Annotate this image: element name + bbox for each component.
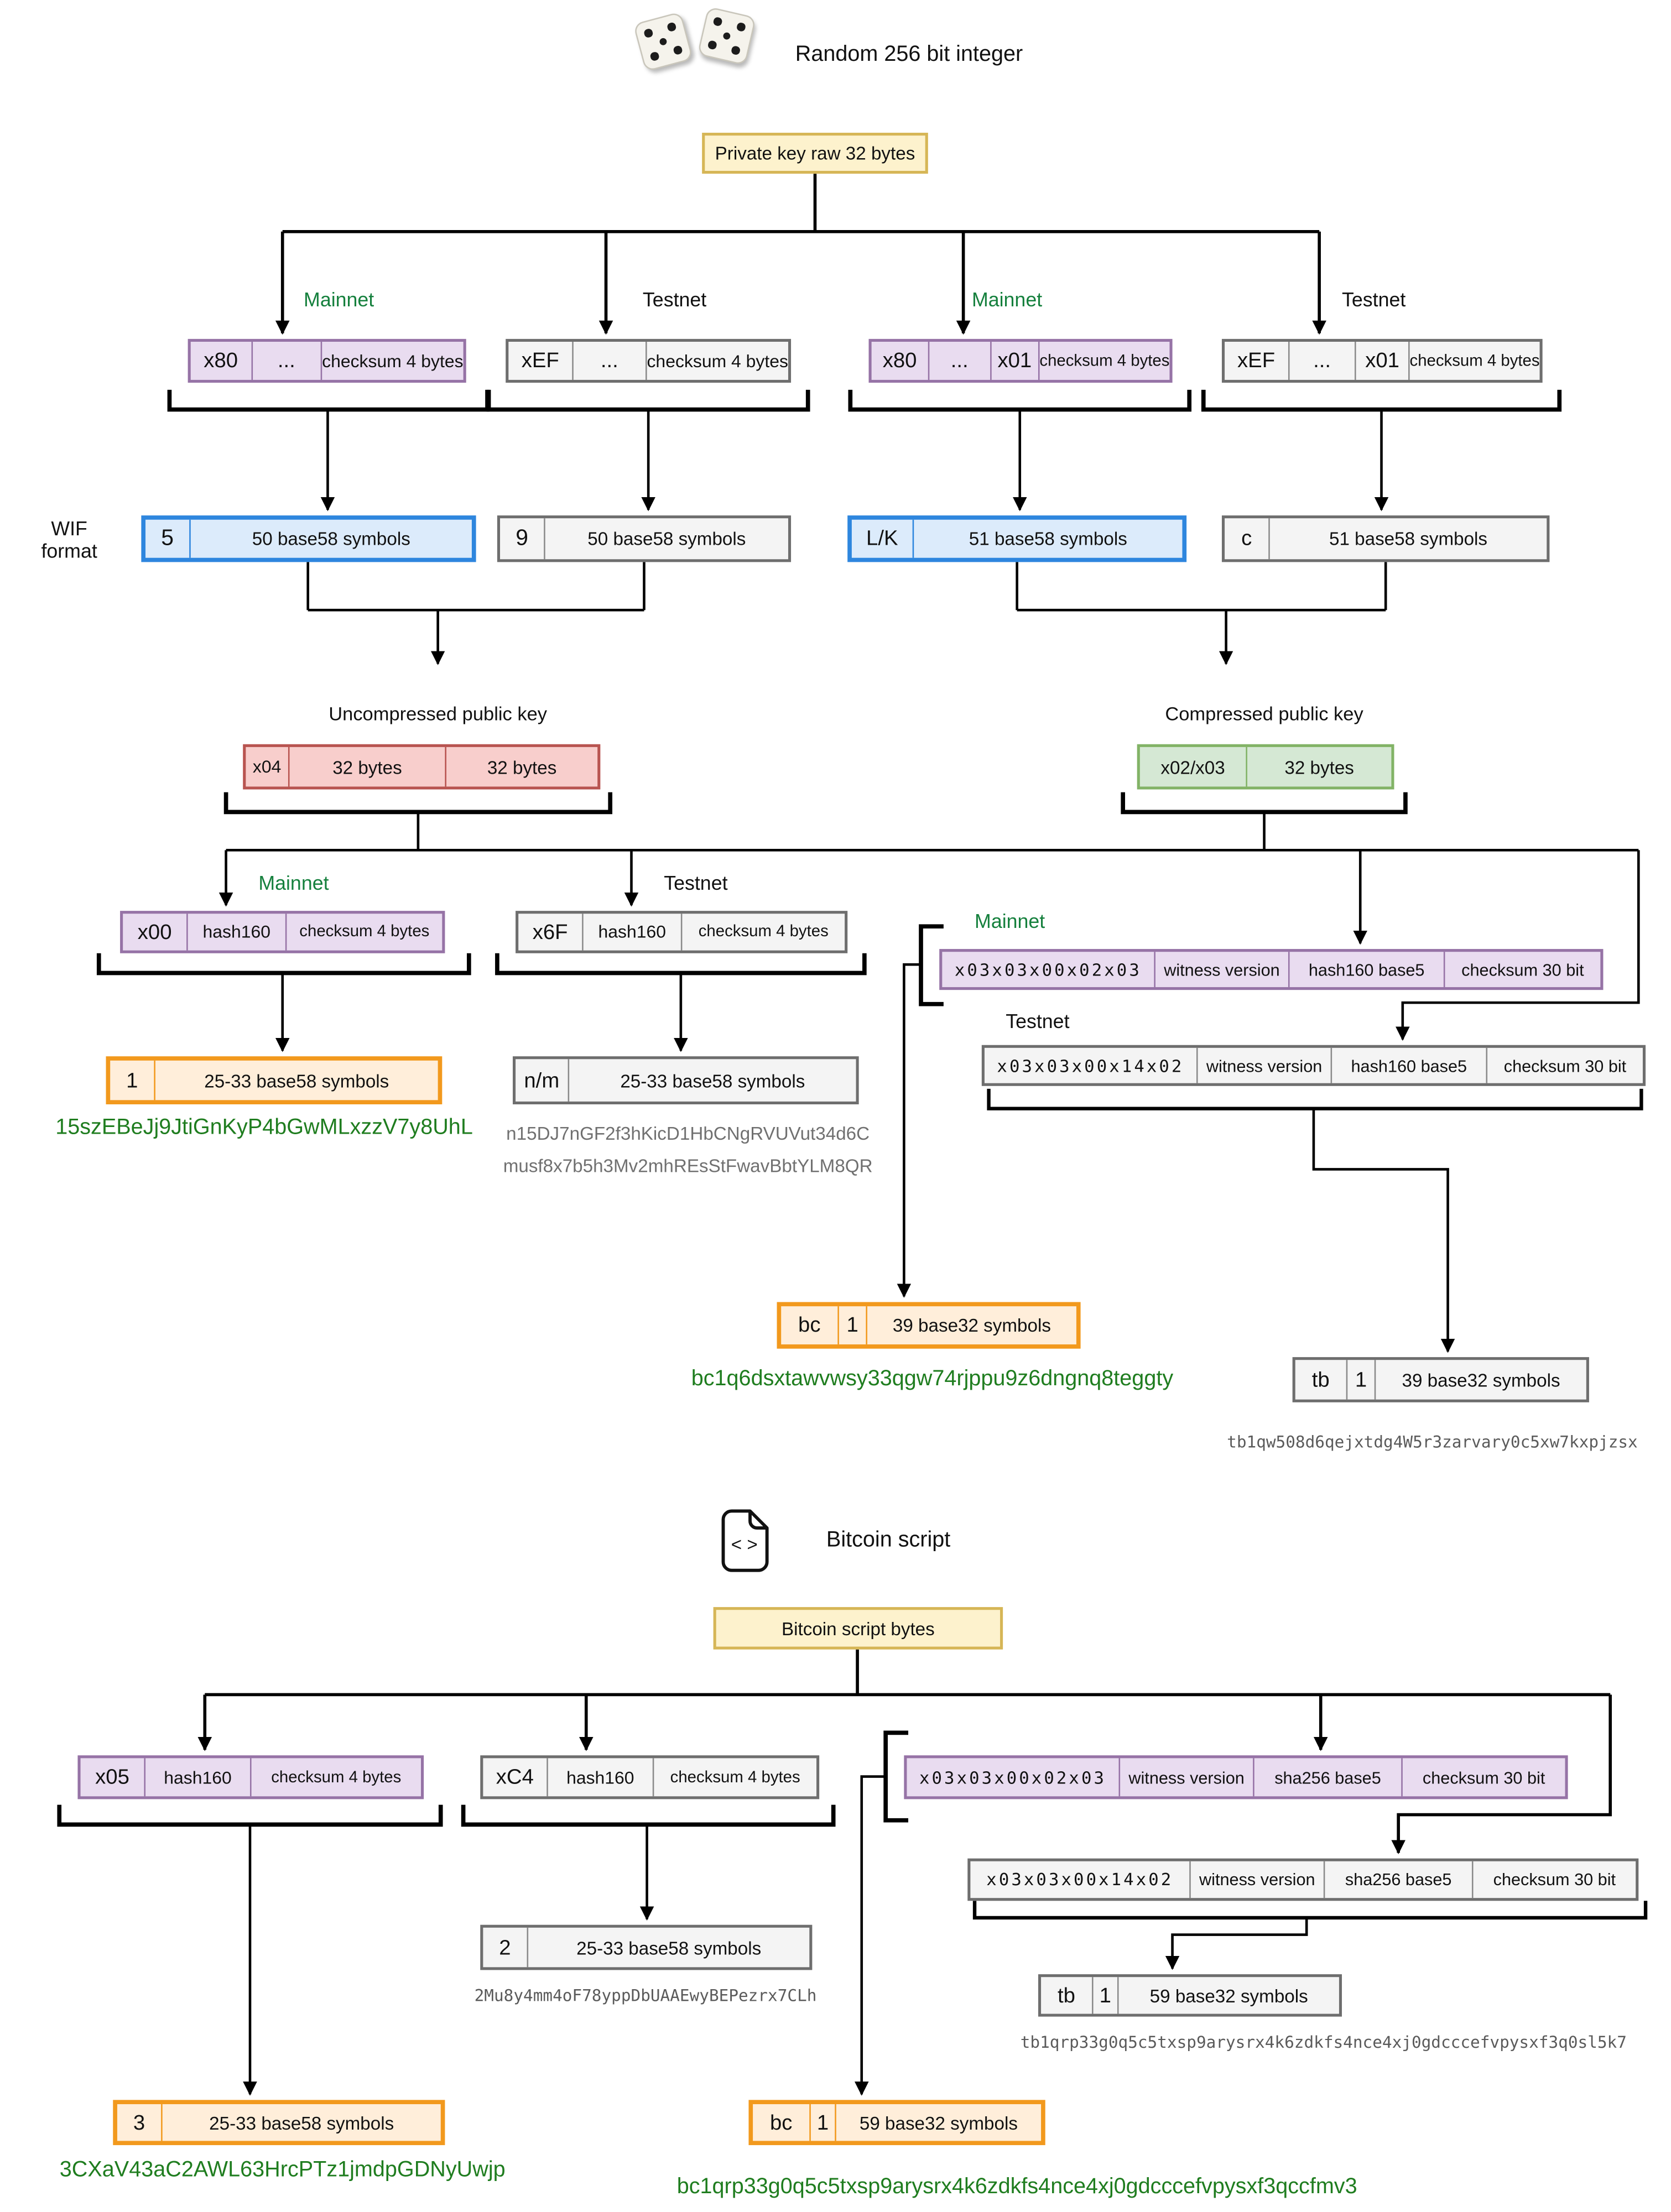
symbols-cell: 51 base58 symbols: [913, 520, 1183, 558]
script-bech32-testnet-address-box: [1038, 1974, 1342, 2017]
version-byte-cell: xC4: [496, 1765, 534, 1790]
bitcoin-script-title: Bitcoin script: [826, 1528, 951, 1552]
p2pkh-testnet-address-example: musf8x7b5h3Mv2mhREsStFwavBbtYLM8QR: [503, 1155, 873, 1177]
testnet-label: Testnet: [1342, 288, 1406, 311]
hash160-cell: hash160: [186, 914, 285, 950]
p2pkh-testnet-address-box: [513, 1056, 859, 1104]
separator-cell: 1: [809, 2104, 835, 2141]
prefix-cell: 2: [499, 1935, 511, 1960]
private-key-raw-node: Private key raw 32 bytes: [702, 133, 928, 174]
version-byte-cell: x05: [95, 1765, 129, 1790]
wif-base58-testnet-uncompressed-box: [497, 515, 791, 562]
code-file-icon: [720, 1508, 771, 1573]
p2pkh-testnet-bytes-box: [516, 911, 847, 953]
prefix-byte-cell: x02/x03: [1160, 756, 1225, 778]
hash160-cell: hash160: [144, 1758, 250, 1796]
wif-bytes-testnet-uncompressed-box: [506, 339, 791, 383]
compression-flag-cell: x01: [990, 342, 1038, 380]
wif-base58-testnet-compressed-box: [1222, 515, 1549, 562]
prefix-cell: 1: [126, 1068, 138, 1093]
p2sh-testnet-address-example: 2Mu8y4mm4oF78yppDbUAAEwyBEPezrx7CLh: [474, 1985, 817, 2006]
symbols-cell: 51 base58 symbols: [1268, 518, 1547, 559]
sha256-base5-cell: sha256 base5: [1253, 1758, 1401, 1796]
payload-cell: ...: [1288, 342, 1355, 380]
compression-flag-cell: x01: [1355, 342, 1408, 380]
hrp-bytes-cell: x03x03x00x14x02: [986, 1870, 1174, 1890]
symbols-cell: 39 base32 symbols: [866, 1306, 1076, 1344]
hash160-cell: hash160: [546, 1758, 653, 1796]
p2sh-testnet-address-box: [480, 1925, 812, 1970]
symbols-cell: 25-33 base58 symbols: [527, 1928, 810, 1968]
mainnet-label: Mainnet: [975, 909, 1045, 932]
checksum-cell: checksum 4 bytes: [321, 342, 464, 380]
testnet-label: Testnet: [664, 871, 728, 894]
p2pkh-testnet-address-example: n15DJ7nGF2f3hKicD1HbCNgRVUVut34d6C: [506, 1123, 870, 1144]
uncompressed-pubkey-label: Uncompressed public key: [329, 703, 548, 725]
hash160-base5-cell: hash160 base5: [1331, 1048, 1486, 1083]
y-coord-cell: 32 bytes: [445, 747, 597, 787]
symbols-cell: 50 base58 symbols: [544, 518, 788, 559]
mainnet-label: Mainnet: [304, 288, 374, 311]
mainnet-label: Mainnet: [258, 871, 329, 894]
wif-format-label: [25, 517, 113, 562]
prefix-cell: n/m: [524, 1068, 560, 1093]
p2sh-mainnet-bytes-box: [77, 1755, 424, 1799]
checksum-cell: checksum 4 bytes: [285, 914, 442, 950]
checksum-cell: checksum 30 bit: [1486, 1048, 1642, 1083]
version-byte-cell: x80: [882, 348, 917, 373]
script-segwit-mainnet-bytes-box: [904, 1755, 1568, 1799]
version-byte-cell: x80: [204, 348, 238, 373]
payload-cell: ...: [251, 342, 321, 380]
payload-cell: ...: [928, 342, 990, 380]
p2pkh-mainnet-address-example: 15szEBeJj9JtiGnKyP4bGwMLxzzV7y8UhL: [55, 1115, 473, 1140]
bech32-testnet-address-box: [1293, 1357, 1589, 1402]
script-bech32-testnet-address-example: tb1qrp33g0q5c5txsp9arysrx4k6zdkfs4nce4xj0gdcccefvpysxf3q0sl5k7: [1020, 2032, 1627, 2052]
hrp-bytes-cell: x03x03x00x02x03: [954, 959, 1142, 979]
symbols-cell: 59 base32 symbols: [835, 2104, 1041, 2141]
witness-version-cell: witness version: [1154, 952, 1288, 987]
hrp-bytes-cell: x03x03x00x02x03: [919, 1767, 1107, 1787]
hash160-cell: hash160: [582, 914, 681, 950]
wif-base58-mainnet-compressed-box: [847, 515, 1186, 562]
prefix-cell: 5: [161, 526, 174, 550]
payload-cell: ...: [572, 342, 646, 380]
p2pkh-mainnet-address-box: [106, 1056, 443, 1104]
checksum-cell: checksum 4 bytes: [1038, 342, 1170, 380]
p2sh-mainnet-address-example: 3CXaV43aC2AWL63HrcPTz1jmdpGDNyUwjp: [59, 2158, 506, 2182]
bech32-mainnet-address-box: [777, 1302, 1081, 1349]
checksum-cell: checksum 4 bytes: [681, 914, 845, 950]
prefix-cell: 3: [133, 2110, 145, 2135]
symbols-cell: 25-33 base58 symbols: [161, 2104, 441, 2141]
script-bech32-mainnet-address-example: bc1qrp33g0q5c5txsp9arysrx4k6zdkfs4nce4xj0gdcccefvpysxf3qccfmv3: [676, 2174, 1357, 2199]
separator-cell: 1: [1092, 1977, 1117, 2013]
symbols-cell: 59 base32 symbols: [1117, 1977, 1339, 2013]
prefix-cell: 9: [516, 526, 528, 550]
uncompressed-pubkey-box: [243, 744, 600, 790]
checksum-cell: checksum 30 bit: [1401, 1758, 1565, 1796]
symbols-cell: 25-33 base58 symbols: [568, 1059, 856, 1102]
bech32-testnet-address-example: tb1qw508d6qejxtdg4W5r3zarvary0c5xw7kxpjzsx: [1227, 1432, 1638, 1452]
prefix-cell: c: [1241, 526, 1252, 551]
hrp-cell: tb: [1058, 1983, 1076, 2008]
version-byte-cell: xEF: [521, 348, 559, 373]
separator-cell: 1: [1346, 1360, 1375, 1400]
compressed-pubkey-box: [1137, 744, 1394, 790]
sha256-base5-cell: sha256 base5: [1324, 1861, 1472, 1898]
segwit-mainnet-bytes-box: [939, 949, 1603, 990]
bech32-mainnet-address-example: bc1q6dsxtawvwsy33qgw74rjppu9z6dngnq8teggty: [691, 1366, 1174, 1391]
wif-format-line1: WIF: [51, 517, 87, 540]
page-title: Random 256 bit integer: [795, 42, 1023, 67]
p2sh-mainnet-address-box: [113, 2100, 445, 2145]
checksum-cell: checksum 4 bytes: [653, 1758, 816, 1796]
testnet-label: Testnet: [642, 288, 707, 311]
p2sh-testnet-bytes-box: [480, 1755, 819, 1799]
segwit-testnet-bytes-box: [982, 1045, 1646, 1086]
wif-bytes-testnet-compressed-box: [1222, 339, 1543, 383]
version-byte-cell: x6F: [532, 920, 568, 945]
wif-base58-mainnet-uncompressed-box: [141, 515, 476, 562]
p2pkh-mainnet-bytes-box: [120, 911, 445, 953]
script-bech32-mainnet-address-box: [748, 2100, 1045, 2145]
version-byte-cell: x00: [137, 920, 172, 945]
wif-format-line2: format: [41, 539, 97, 562]
mainnet-label: Mainnet: [971, 288, 1043, 311]
checksum-cell: checksum 30 bit: [1444, 952, 1600, 987]
symbols-cell: 50 base58 symbols: [189, 520, 472, 558]
compressed-pubkey-label: Compressed public key: [1165, 703, 1363, 725]
testnet-label: Testnet: [1006, 1009, 1070, 1032]
separator-cell: 1: [837, 1306, 866, 1344]
x-coord-cell: 32 bytes: [1246, 747, 1391, 787]
x-coord-cell: 32 bytes: [288, 747, 445, 787]
wif-bytes-mainnet-uncompressed-box: [188, 339, 466, 383]
hrp-bytes-cell: x03x03x00x14x02: [997, 1055, 1184, 1076]
version-byte-cell: xEF: [1237, 348, 1276, 373]
bitcoin-script-bytes-node: Bitcoin script bytes: [714, 1607, 1003, 1650]
script-segwit-testnet-bytes-box: [967, 1859, 1638, 1901]
checksum-cell: checksum 30 bit: [1472, 1861, 1636, 1898]
symbols-cell: 39 base32 symbols: [1375, 1360, 1586, 1400]
hash160-base5-cell: hash160 base5: [1288, 952, 1444, 987]
checksum-cell: checksum 4 bytes: [1408, 342, 1540, 380]
prefix-byte-cell: x04: [252, 757, 282, 777]
symbols-cell: 25-33 base58 symbols: [154, 1061, 438, 1100]
checksum-cell: checksum 4 bytes: [646, 342, 788, 380]
hrp-cell: tb: [1311, 1368, 1330, 1392]
witness-version-cell: witness version: [1119, 1758, 1253, 1796]
svg-text:< >: < >: [731, 1534, 758, 1555]
checksum-cell: checksum 4 bytes: [250, 1758, 421, 1796]
hrp-cell: bc: [798, 1313, 821, 1338]
witness-version-cell: witness version: [1196, 1048, 1331, 1083]
hrp-cell: bc: [769, 2110, 793, 2135]
witness-version-cell: witness version: [1189, 1861, 1324, 1898]
wif-bytes-mainnet-compressed-box: [869, 339, 1173, 383]
prefix-cell: L/K: [866, 526, 898, 551]
